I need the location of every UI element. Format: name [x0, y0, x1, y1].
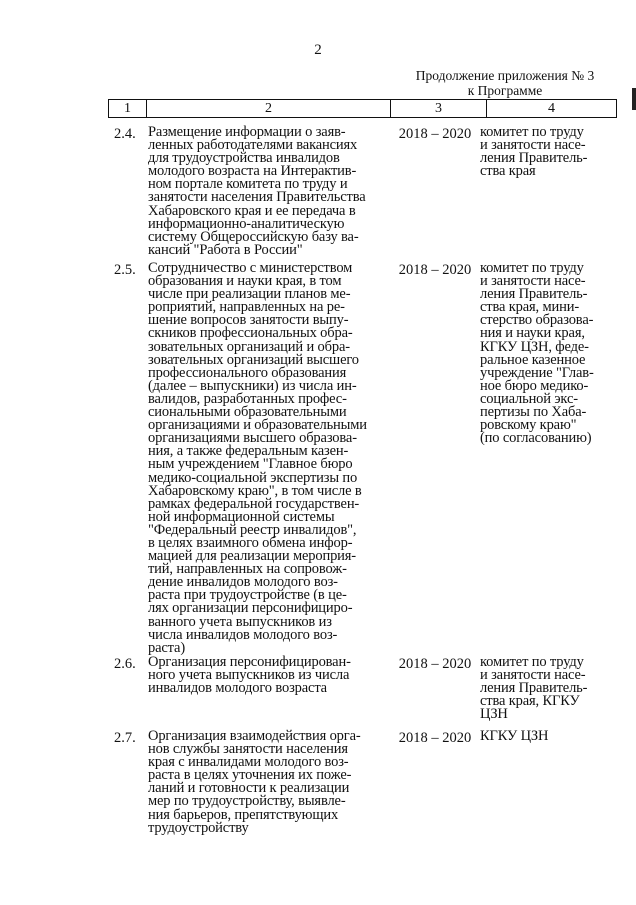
row-number: 2.7. [114, 730, 136, 746]
text-line: ния, а также федеральным казен- [148, 443, 349, 460]
text-line: зовательных организаций высшего [148, 351, 359, 368]
text-line: "Федеральный реестр инвалидов", [148, 521, 357, 538]
text-line: мацией для реализации мероприя- [148, 548, 356, 565]
text-line: комитет по труду [480, 124, 584, 140]
row-executor [480, 262, 614, 445]
text-line: ства края [480, 163, 536, 180]
text-line: валидов, разработанных профес- [148, 390, 347, 407]
text-line: кансий "Работа в России" [148, 241, 303, 258]
text-line: дение инвалидов молодого воз- [148, 574, 338, 591]
text-line: КГКУ ЦЗН, феде- [480, 338, 589, 355]
row-description [148, 656, 380, 695]
row-executor [480, 730, 614, 743]
text-line: мер по трудоустройству, выявле- [148, 793, 346, 810]
text-line: ровскому краю" [480, 417, 577, 434]
text-line: ральное казенное [480, 351, 586, 368]
page-number: 2 [314, 42, 322, 58]
text-line: инвалидов молодого возраста [148, 680, 327, 697]
text-line: ления Правитель- [480, 680, 588, 697]
text-line: ления Правитель- [480, 150, 588, 167]
text-line: раста) [148, 639, 185, 656]
text-line: образования и науки края, в том [148, 273, 342, 290]
row-description [148, 730, 380, 835]
row-executor [480, 126, 614, 178]
table-header-row [109, 100, 617, 118]
continuation-line-1: Продолжение приложения № 3 [415, 68, 595, 83]
row-period: 2018 – 2020 [398, 730, 472, 746]
scan-edge-mark [632, 88, 636, 110]
text-line: края с инвалидами молодого воз- [148, 754, 349, 771]
text-line: ния барьеров, препятствующих [148, 806, 339, 823]
text-line: Сотрудничество с министерством [148, 260, 353, 276]
text-line: профессионального образования [148, 364, 347, 381]
text-line: ления Правитель- [480, 286, 588, 303]
text-line: организациями и образовательными [148, 417, 367, 434]
text-line: и занятости насе- [480, 667, 586, 684]
row-description [148, 262, 380, 655]
text-line: комитет по труду [480, 260, 584, 276]
header-cell-1: 1 [109, 100, 147, 118]
row-period: 2018 – 2020 [398, 262, 472, 278]
header-cell-2: 2 [147, 100, 391, 118]
text-line: организациями высшего образова- [148, 430, 357, 447]
text-line: числе при реализации планов ме- [148, 286, 351, 303]
text-line: ном портале комитета по труду и [148, 176, 348, 193]
text-line: (по согласованию) [480, 430, 592, 447]
text-line: Размещение информации о заяв- [148, 124, 346, 140]
text-line: Хабаровского края и ее передача в [148, 202, 356, 219]
text-line: медико-социальной экспертизы по [148, 469, 358, 486]
row-description [148, 126, 380, 257]
text-line: КГКУ ЦЗН [480, 728, 549, 744]
text-line: ленных работодателями вакансиях [148, 137, 358, 154]
text-line: ной информационной системы [148, 508, 335, 525]
text-line: числа инвалидов молодого воз- [148, 626, 338, 643]
row-executor [480, 656, 614, 721]
text-line: раста в целях уточнения их поже- [148, 767, 352, 784]
text-line: Организация взаимодействия орга- [148, 728, 361, 744]
text-line: учреждение "Глав- [480, 364, 594, 381]
text-line: зовательных организаций и обра- [148, 338, 350, 355]
text-line: в целях взаимного обмена инфор- [148, 534, 353, 551]
text-line: для трудоустройства инвалидов [148, 150, 340, 167]
text-line: ства края, КГКУ [480, 693, 580, 710]
text-line: пертизы по Хаба- [480, 404, 587, 421]
text-line: ного учета выпускников из числа [148, 667, 350, 684]
text-line: ния и науки края, [480, 325, 585, 342]
text-line: систему Общероссийскую базу ва- [148, 228, 359, 245]
text-line: и занятости насе- [480, 273, 586, 290]
text-line: занятости населения Правительства [148, 189, 366, 206]
text-line: трудоустройству [148, 819, 249, 836]
row-period: 2018 – 2020 [398, 656, 472, 672]
text-line: ное бюро медико- [480, 377, 589, 394]
text-line: молодого возраста на Интерактив- [148, 163, 357, 180]
text-line: ства края, мини- [480, 299, 580, 316]
text-line: ным учреждением "Главное бюро [148, 456, 353, 473]
row-number: 2.6. [114, 656, 136, 672]
text-line: лях организации персонифициро- [148, 600, 353, 617]
table-header [108, 99, 617, 118]
text-line: роприятий, направленных на ре- [148, 299, 345, 316]
row-number: 2.5. [114, 262, 136, 278]
text-line: информационно-аналитическую [148, 215, 345, 232]
header-cell-3: 3 [391, 100, 487, 118]
text-line: стерство образова- [480, 312, 594, 329]
text-line: и занятости насе- [480, 137, 586, 154]
row-period: 2018 – 2020 [398, 126, 472, 142]
text-line: рамках федеральной государствен- [148, 495, 360, 512]
continuation-note [400, 68, 610, 98]
text-line: ЦЗН [480, 706, 508, 723]
text-line: (далее – выпускники) из числа ин- [148, 377, 357, 394]
text-line: нов службы занятости населения [148, 741, 348, 758]
header-cell-4: 4 [487, 100, 617, 118]
text-line: комитет по труду [480, 654, 584, 670]
text-line: раста при трудоустройстве (в це- [148, 587, 347, 604]
text-line: скников профессиональных обра- [148, 325, 353, 342]
text-line: ланий и готовности к реализации [148, 780, 350, 797]
text-line: шение вопросов занятости выпу- [148, 312, 349, 329]
text-line: сиональными образовательными [148, 404, 347, 421]
text-line: Хабаровскому краю", в том числе в [148, 482, 362, 499]
text-line: социальной экс- [480, 390, 578, 407]
row-number: 2.4. [114, 126, 136, 142]
text-line: Организация персонифицирован- [148, 654, 351, 670]
text-line: ванного учета выпускников из [148, 613, 332, 630]
continuation-line-2: к Программе [467, 83, 543, 98]
text-line: тий, направленных на сопровож- [148, 561, 347, 578]
